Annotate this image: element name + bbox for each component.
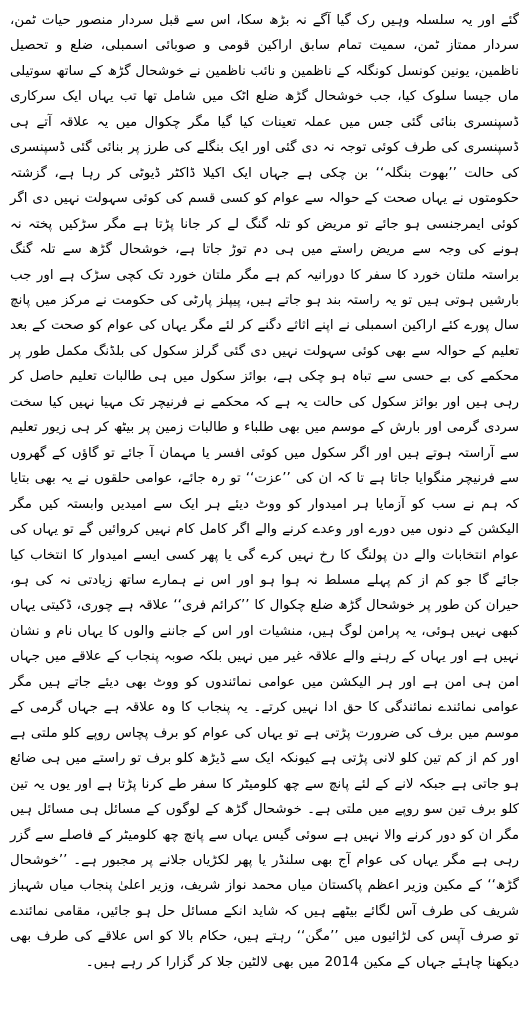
article-text: گئے اور یہ سلسلہ وہیں رک گیا آگے نہ بڑھ سکا، اس سے قبل سردار منصور حیات ٹمن، سردار ممتاز ٹمن، سمیت تمام سابق اراکین قومی و صوبائی اسمبلی، ضلع و تحصیل ناظمین، یونین کونسل کونگلہ کے ناظمین و نائب ناظمین نے خوشحال گڑھ کے ساتھ سوتیلی ماں جیسا سلوک کیا، جب خوشحال گڑھ ضلع اٹک میں شامل تھا تب یہاں ایک سرکاری ڈسپنسری بنائی گئی جس میں عملہ تعینات کیا گیا مگر چکوال میں یہ علاقہ آتے ہی ڈسپنسری کی طرف کوئی توجہ نہ دی گئی اور ایک بنگلے کی طرز پر بنائی گئی ڈسپنسری کی حالت ’’بھوت بنگلہ‘‘ بن چکی ہے جہاں ایک اکیلا ڈاکٹر ڈیوٹی کر رہا ہے، گزشتہ حکومتوں نے یہاں صحت کے حوالہ سے عوام کو کسی قسم کی کوئی سہولت نہیں دی اگر کوئی ایمرجنسی ہو جائے تو مریض کو تلہ گنگ لے کر جانا پڑتا ہے مگر سڑکیں پختہ نہ ہونے کی وجہ سے مریض راستے میں ہی دم توڑ جاتا ہے، خوشحال گڑھ سے تلہ گنگ براستہ ملتان خورد کا سفر کا دورانیہ کم ہے مگر ملتان خورد تک کچی سڑک ہے اور جب بارشیں ہوتی ہیں تو یہ راستہ بند ہو جاتے ہیں، پیپلز پارٹی کی حکومت نے مرکز میں پانچ سال پورے کئے اراکین اسمبلی نے اپنے اثاثے دگنے کر لئے مگر یہاں کی عوام کو صحت کے بعد تعلیم کے حوالہ سے بھی کوئی سہولت نہیں دی گئی گرلز سکول کی بلڈنگ مکمل طور پر محکمے کی بے حسی سے تباہ ہو چکی ہے، بوائز سکول میں ہی طالبات تعلیم حاصل کر رہی ہیں اور بوائز سکول کی حالت یہ ہے کہ محکمے نے فرنیچر تک مہیا نہیں کیا سخت سردی گرمی اور بارش کے موسم میں بھی طلباء و طالبات زمین پر بیٹھ کر ہی زیور تعلیم سے آراستہ ہوتے ہیں اور اگر سکول میں کوئی افسر یا مہمان آ جائے تو گاؤں کے گھروں سے فرنیچر منگوایا جاتا ہے تا کہ ان کی ’’عزت‘‘ تو رہ جائے، عوامی حلقوں نے یہ بھی بتایا کہ ہم نے سب کو آزمایا ہر امیدوار کو ووٹ دیئے ہر ایک سے امیدیں وابستہ کیں مگر الیکشن کے دنوں میں دورے اور وعدے کرنے والے اگر کامل کام نہیں کروائیں گے تو یہاں کی عوام انتخابات والے دن پولنگ کا رخ نہیں کرے گی یا پھر کسی ایسے امیدوار کا انتخاب کیا جائے گا جو کم از کم پہلے مسلط نہ ہوا ہو اور اس نے ہمارے ساتھ زیادتی نہ کی ہو، حیران کن طور پر خوشحال گڑھ ضلع چکوال کا ’’کرائم فری‘‘ علاقہ ہے چوری، ڈکیتی یہاں کبھی نہیں ہوئی، یہ پرامن لوگ ہیں، منشیات اور اس کے جاننے والوں کا یہاں نام و نشان نہیں ہے اور یہاں کے رہنے والے علاقہ غیر میں نہیں بلکہ صوبہ پنجاب کے علاقے میں جہاں امن ہی امن ہے اور ہر الیکشن میں عوامی نمائندوں کو ووٹ بھی دیئے جاتے ہیں مگر عوامی نمائندے نمائندگی کا حق ادا نہیں کرتے۔ یہ پنجاب کا وہ علاقہ ہے جہاں گرمی کے موسم میں برف کی ضرورت پڑتی ہے تو یہاں کی عوام کو برف پچاس روپے کلو ملتی ہے اور کم از کم تین کلو لانی پڑتی ہے کیونکہ ایک سے ڈیڑھ کلو برف تو راستے میں ہی ضائع ہو جاتی ہے جبکہ لانے کے لئے پانچ سے چھ کلومیٹر کا سفر طے کرنا پڑتا ہے اور یوں یہ تین کلو برف تین سو روپے میں ملتی ہے۔ خوشحال گڑھ کے لوگوں کے مسائل ہی مسائل ہیں مگر ان کو دور کرنے والا نہیں ہے سوئی گیس یہاں سے پانچ چھ کلومیٹر کے فاصلے سے گزر رہی ہے مگر یہاں کی عوام آج بھی سلنڈر یا پھر لکڑیاں جلانے پر مجبور ہے۔ ’’خوشحال گڑھ‘‘ کے مکین وزیر اعظم پاکستان میاں محمد نواز شریف، وزیر اعلیٰ پنجاب میاں شہباز شریف کی طرف آس لگائے بیٹھے ہیں کہ شاید انکے مسائل حل ہو جائیں، مقامی نمائندے تو صرف آپس کی لڑائیوں میں ’’مگن‘‘ رہتے ہیں، حکام بالا کو اس علاقے کی طرف بھی دیکھنا چاہئے جہاں کے مکین: [10, 13, 519, 970]
article-text-end: میں بھی لالٹین جلا کر گزارا کر رہے ہیں۔: [85, 954, 325, 970]
year-number: 2014: [324, 954, 359, 970]
article-paragraph: [10, 8, 519, 975]
